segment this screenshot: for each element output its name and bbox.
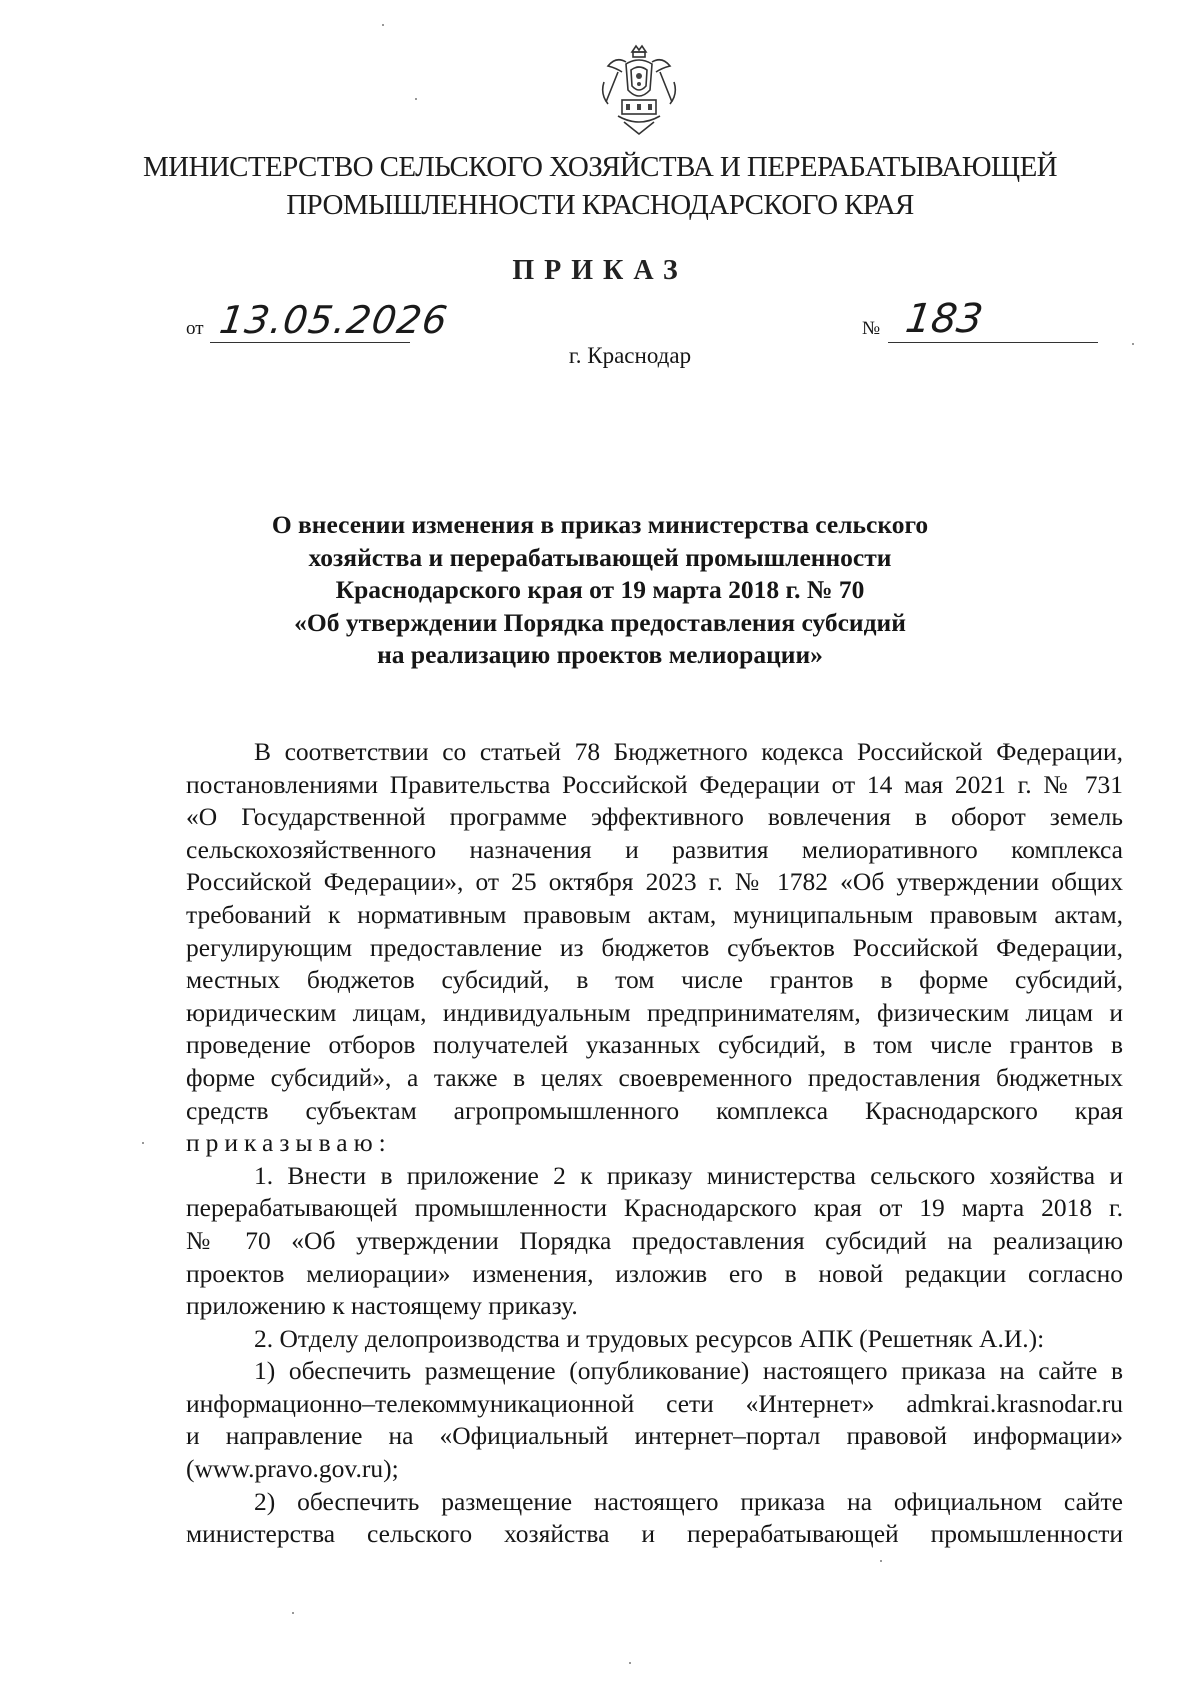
body-line: сельскохозяйственного назначения и развития мелиоративного комплекса <box>186 834 1123 864</box>
body-line: приложению к настоящему приказу. <box>186 1291 578 1321</box>
handwritten-number: 183 <box>902 296 986 342</box>
body-line: 1) обеспечить размещение (опубликование) настоящего приказа на сайте в <box>254 1356 1123 1386</box>
date-number-row <box>186 296 1106 344</box>
scan-speck <box>415 98 417 100</box>
ministry-name-line1: МИНИСТЕРСТВО СЕЛЬСКОГО ХОЗЯЙСТВА И ПЕРЕРАБАТЫВАЮЩЕЙ <box>142 151 1058 183</box>
ministry-name-line2: ПРОМЫШЛЕННОСТИ КРАСНОДАРСКОГО КРАЯ <box>286 189 914 221</box>
body-line: проектов мелиорации» изменения, изложив его в новой редакции согласно <box>186 1258 1123 1288</box>
handwritten-date: 13.05.2026 <box>216 298 451 342</box>
body-line: регулирующим предоставление из бюджетов субъектов Российской Федерации, <box>186 932 1123 962</box>
number-prefix: № <box>862 318 881 339</box>
body-line: (www.pravo.gov.ru); <box>186 1454 399 1484</box>
title-line: «Об утверждении Порядка предоставления субсидий <box>294 607 906 637</box>
city: г. Краснодар <box>568 343 692 368</box>
body-line: 2) обеспечить размещение настоящего приказа на официальном сайте <box>254 1486 1123 1516</box>
date-prefix: от <box>186 318 204 339</box>
body-line: министерства сельского хозяйства и перерабатывающей промышленности <box>186 1519 1123 1549</box>
ministry-name <box>0 148 1200 224</box>
scan-speck <box>880 1560 882 1562</box>
body-line: и направление на «Официальный интернет–портал правовой информации» <box>186 1421 1123 1451</box>
scan-speck <box>292 1612 294 1614</box>
body-line: 1. Внести в приложение 2 к приказу министерства сельского хозяйства и <box>254 1160 1123 1190</box>
body-line: средств субъектам агропромышленного комплекса Краснодарского края <box>186 1095 1123 1125</box>
body-line: В соответствии со статьей 78 Бюджетного кодекса Российской Федерации, <box>254 737 1123 766</box>
title-line: Краснодарского края от 19 марта 2018 г. № 70 <box>335 575 865 604</box>
scan-speck <box>142 1142 144 1144</box>
body-line: № 70 «Об утверждении Порядка предоставления субсидий на реализацию <box>186 1225 1123 1255</box>
body-line: постановлениями Правительства Российской Федерации от 14 мая 2021 г. № 731 <box>186 769 1123 799</box>
title-line: хозяйства и перерабатывающей промышленности <box>308 542 892 572</box>
body-line: 2. Отделу делопроизводства и трудовых ресурсов АПК (Решетняк А.И.): <box>254 1323 1045 1353</box>
body-line: «О Государственной программе эффективного вовлечения в оборот земель <box>186 802 1123 832</box>
scan-speck <box>1132 343 1134 345</box>
body-line: местных бюджетов субсидий, в том числе грантов в форме субсидий, <box>186 965 1123 995</box>
document-body <box>186 736 1123 1551</box>
scan-speck <box>382 24 384 26</box>
body-line: информационно–телекоммуникационной сети «Интернет» admkrai.krasnodar.ru <box>186 1388 1123 1418</box>
body-line: Российской Федерации», от 25 октября 2023 г. № 1782 «Об утверждении общих <box>186 867 1123 897</box>
title-line: О внесении изменения в приказ министерства сельского <box>271 510 929 539</box>
body-line: юридическим лицам, индивидуальным предпринимателям, физическим лицам и <box>186 997 1123 1027</box>
document-type: ПРИКАЗ <box>512 255 688 286</box>
document-title <box>0 509 1200 672</box>
scan-speck <box>629 1662 631 1664</box>
coat-of-arms-emblem <box>596 42 682 138</box>
body-line: проведение отборов получателей указанных субсидий, в том числе грантов в <box>186 1030 1123 1060</box>
title-line: на реализацию проектов мелиорации» <box>377 640 823 669</box>
body-line-order-word: приказываю: <box>186 1128 392 1158</box>
body-line: форме субсидий», а также в целях своевременного предоставления бюджетных <box>186 1062 1123 1092</box>
body-line: требований к нормативным правовым актам, муниципальным правовым актам, <box>186 899 1123 929</box>
body-line: перерабатывающей промышленности Краснодарского края от 19 марта 2018 г. <box>186 1193 1123 1223</box>
